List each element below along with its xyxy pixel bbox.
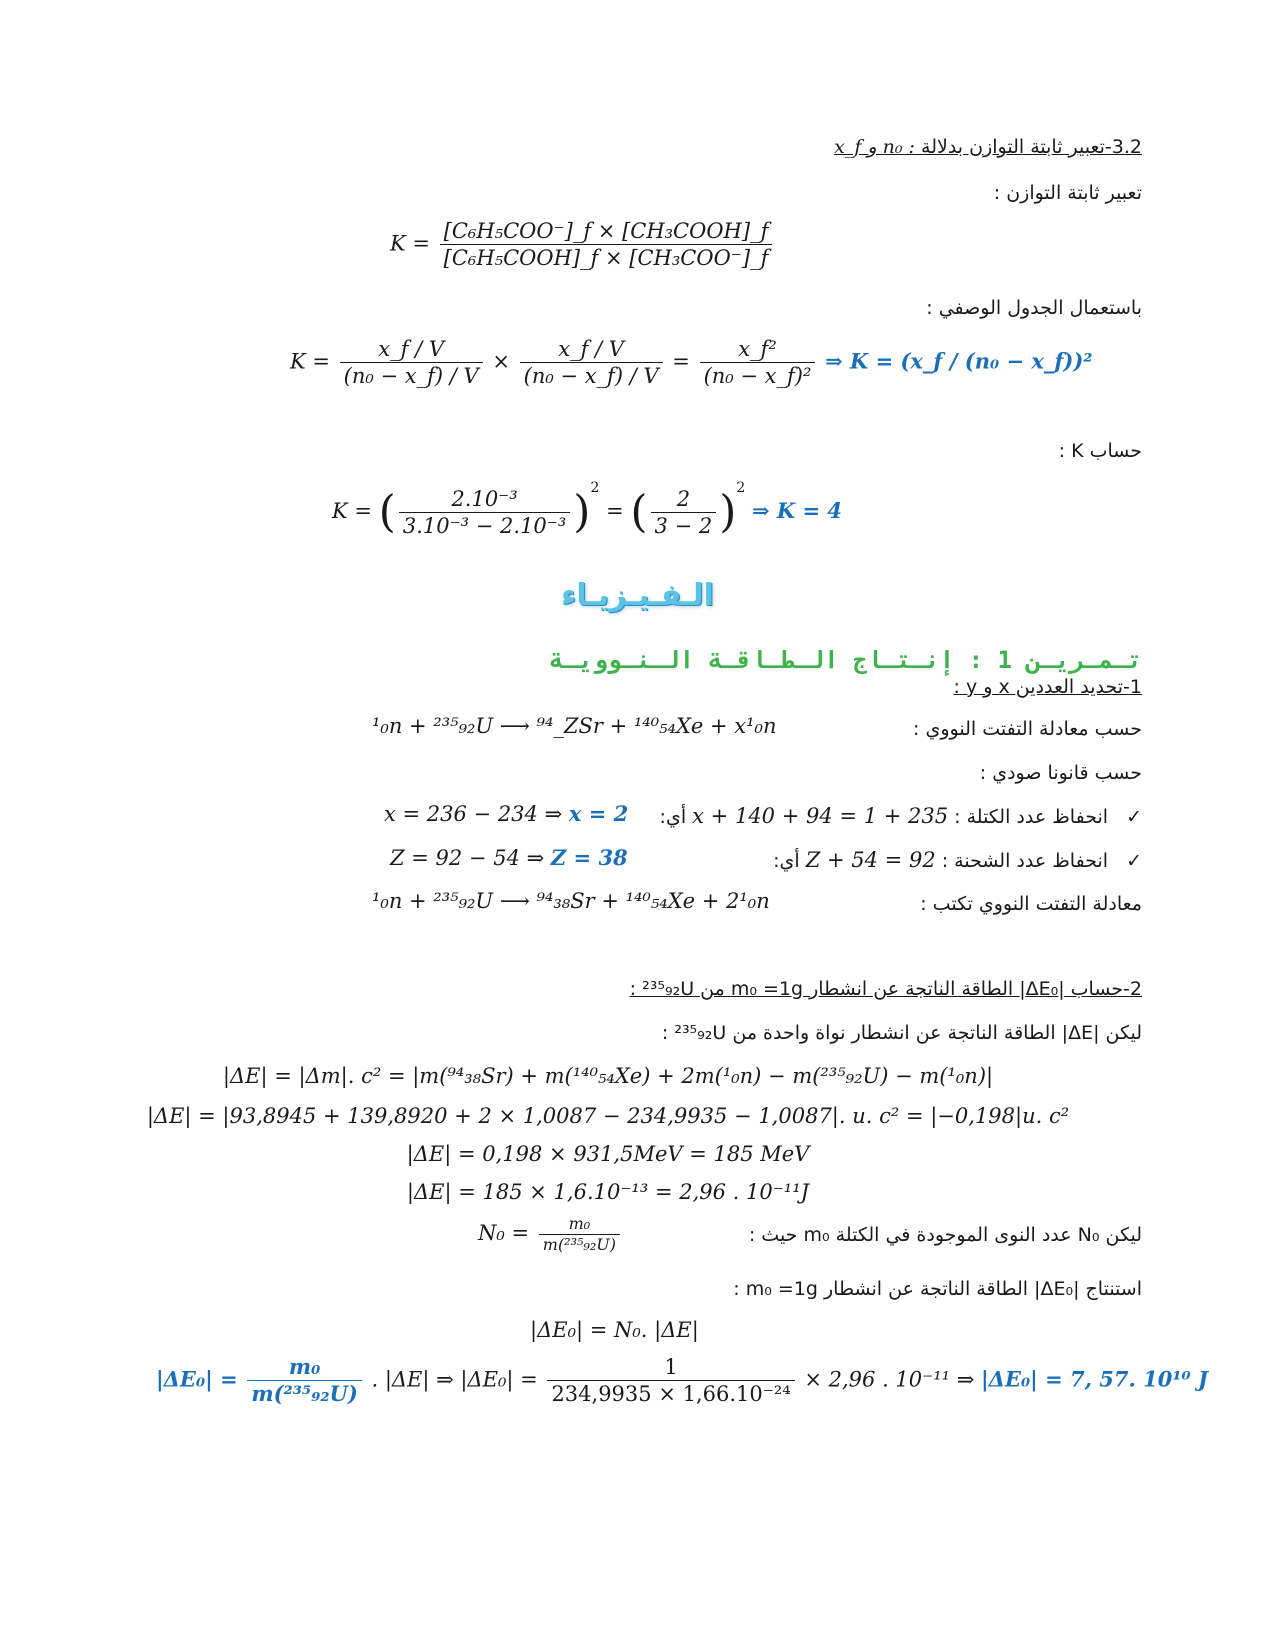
n0-formula [478,1214,623,1255]
k-calc-num-2: 2 [651,486,717,513]
final-e0-frac-den: m(²³⁵₉₂U) [251,1381,358,1407]
mass-result-value: x = 2 [568,801,629,826]
charge-result [390,845,628,870]
final-e0-lhs: |ΔE₀| = [156,1366,238,1392]
charge-ay: أي: [773,850,800,872]
exercise-1-title: تـمـريـن 1 : إنـتـاج الـطـاقـة الـنـوويـة [549,646,1142,674]
e0-relation: |ΔE₀| = N₀. |ΔE| [530,1318,699,1342]
k-formula [390,218,775,272]
n0-definition-label: ليكن N₀ عدد النوى الموجودة في الكتلة m₀ حيث : [748,1224,1142,1246]
final-fission-equation: ¹₀n + ²³⁵₉₂U ⟶ ⁹⁴₃₈Sr + ¹⁴⁰₅₄Xe + 2¹₀n [372,889,770,913]
single-nucleus-label: ليكن |ΔE| الطاقة الناتجة عن انشطار نواة واحدة من ²³⁵₉₂U : [661,1022,1142,1044]
k-formula-denominator: [C₆H₅COOH]_f × [CH₃COO⁻]_f [443,246,769,271]
k-table-equals: = [672,349,690,374]
mass-result-eq: x = 236 − 234 ⇒ [384,802,563,826]
k-table-num-xf-2: x_f / V [520,336,663,363]
final-e0-mult: × 2,96 . 10⁻¹¹ ⇒ [804,1367,975,1392]
soddy-law-label: حسب قانونا صودي : [979,762,1142,784]
final-e0-frac-num: m₀ [247,1354,361,1381]
k-table-equation [290,336,1093,390]
question-1-heading: 1-تحديد العددين x و y : [953,676,1142,698]
k-table-result: ⇒ K = (x_f / (n₀ − x_f))² [825,348,1093,374]
final-equation-label: معادلة التفتت النووي تكتب : [920,893,1142,915]
k-table-den-squared: (n₀ − x_f)² [703,364,812,389]
fission-equation-label: حسب معادلة التفتت النووي : [913,718,1142,740]
mass-conservation-label: انحفاظ عدد الكتلة : [954,806,1109,828]
mass-conservation-row [660,804,1142,828]
checkmark-icon: ✓ [1126,806,1142,828]
k-table-xf-squared: x_f² [700,336,816,363]
delta-e-line-1: |ΔE| = |Δm|. c² = |m(⁹⁴₃₈Sr) + m(¹⁴⁰₅₄Xe) + 2m(¹₀n) − m(²³⁵₉₂U) − m(¹₀n)| [222,1064,994,1088]
mass-result [384,801,628,826]
mass-conservation-eq: 235 + 1 = 94 + 140 + x [692,804,949,828]
k-table-num-xf: x_f / V [340,336,483,363]
n0-numerator: m₀ [539,1214,620,1235]
final-e0-mid: . |ΔE| ⇒ |ΔE₀| = [371,1367,538,1392]
final-e0-result: |ΔE₀| = 7, 57. 10¹⁰ J [981,1366,1208,1392]
k-table-lhs: K = [290,349,330,374]
final-e0-num: 1 [547,1354,794,1381]
k-calc-den-2: 3 − 2 [654,514,713,538]
charge-conservation-label: انحفاظ عدد الشحنة : [941,850,1109,872]
delta-e-line-4: |ΔE| = 185 × 1,6.10⁻¹³ = 2,96 . 10⁻¹¹J [406,1180,810,1204]
k-calc-num-1: 2.10⁻³ [399,486,570,513]
final-e0-calculation [156,1354,1208,1408]
mass-ay: أي: [659,806,687,828]
k-calc-den-1: 3.10⁻³ − 2.10⁻³ [402,514,567,538]
charge-conservation-row [773,848,1142,872]
deduce-e0-label: استنتاج |ΔE₀| الطاقة الناتجة عن انشطار m₀ =1g : [733,1278,1142,1300]
delta-e-line-2: |ΔE| = |93,8945 + 139,8920 + 2 × 1,0087 − 234,9935 − 1,0087|. u. c² = |−0,198|u. c² [146,1104,1070,1128]
question-2-heading: 2-حساب |ΔE₀| الطاقة الناتجة عن انشطار m₀ =1g من ²³⁵₉₂U : [629,978,1142,1000]
section-heading-3-2: 3.2-تعبير ثابتة التوازن بدلالة : n₀ و x_f [834,136,1142,158]
k-calc-result: ⇒ K = 4 [752,498,842,523]
k-table-times: × [492,349,510,374]
k-calc-equals: = [606,499,624,523]
charge-result-value: Z = 38 [550,845,628,870]
charge-result-eq: Z = 92 − 54 ⇒ [390,846,545,870]
k-formula-numerator: [C₆H₅COO⁻]_f × [CH₃COOH]_f [440,218,773,245]
checkmark-icon: ✓ [1126,850,1142,872]
delta-e-line-3: |ΔE| = 0,198 × 931,5MeV = 185 MeV [406,1142,810,1166]
descriptive-table-label: باستعمال الجدول الوصفي : [926,297,1142,319]
n0-denominator: m(²³⁵₉₂U) [542,1235,616,1254]
physics-title: الـفـيـزيـاء [561,578,714,613]
n0-lhs: N₀ = [478,1221,530,1245]
charge-conservation-eq: 92 = Z + 54 [805,848,936,872]
k-formula-lhs: K = [390,231,430,256]
k-table-den-n0-xf-2: (n₀ − x_f) / V [523,364,659,389]
fission-equation: ¹₀n + ²³⁵₉₂U ⟶ ⁹⁴_ZSr + ¹⁴⁰₅₄Xe + x¹₀n [372,714,777,738]
k-table-den-n0-xf: (n₀ − x_f) / V [343,364,479,389]
k-calculation: K = ( $\frac{\text{2.10⁻³}}{\text{3.10⁻³ − 2.10⁻³}}$ )$^2$ = ( $\frac{2}{3 - 2}$ )$^2$ ⇒ K = 4 [332,480,842,538]
k-calc-lhs: K = [332,499,372,523]
k-expression-label: تعبير ثابتة التوازن : [993,182,1142,204]
k-calc-label: حساب K : [1058,440,1142,462]
final-e0-den: 234,9935 × 1,66.10⁻²⁴ [551,1382,791,1407]
